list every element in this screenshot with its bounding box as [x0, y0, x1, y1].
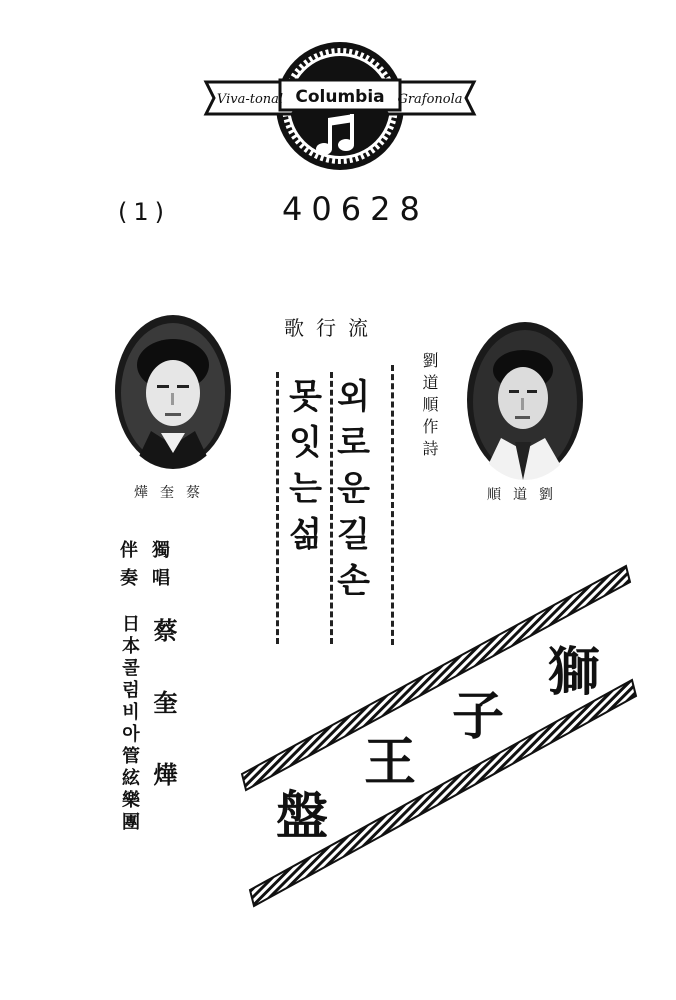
catalog-number: 40628: [282, 190, 429, 228]
banner-char-3: 王: [364, 732, 417, 793]
right-portrait-caption: 劉道順: [487, 487, 565, 503]
banner-char-2: 子: [452, 686, 505, 747]
lion-king-banner: [240, 560, 640, 910]
song-title-line-2: 못잇는섦: [282, 378, 322, 562]
logo-center-text: Columbia: [295, 87, 385, 107]
singer-portrait: [113, 313, 233, 469]
lyricist-credit: 劉道順作詩: [420, 352, 439, 462]
left-portrait-caption: 蔡奎燁: [134, 485, 212, 501]
accompaniment-label: 伴奏: [117, 540, 138, 596]
logo-right-text: Grafonola: [397, 92, 463, 107]
banner-char-1: 獅: [548, 642, 601, 703]
logo-left-text: Viva-tonal: [216, 92, 284, 107]
banner-char-4: 盤: [276, 786, 329, 847]
columbia-logo: [200, 38, 480, 174]
lyricist-portrait: [465, 320, 585, 480]
solo-label: 獨唱: [149, 540, 170, 596]
side-number: (1): [118, 198, 170, 226]
song-title-line-1: 외로운길손: [330, 378, 370, 608]
orchestra-name: 日本콜럼비아管絃樂團: [119, 614, 140, 834]
genre-label: 流行歌: [284, 316, 380, 340]
singer-name: 蔡奎燁: [149, 618, 178, 834]
